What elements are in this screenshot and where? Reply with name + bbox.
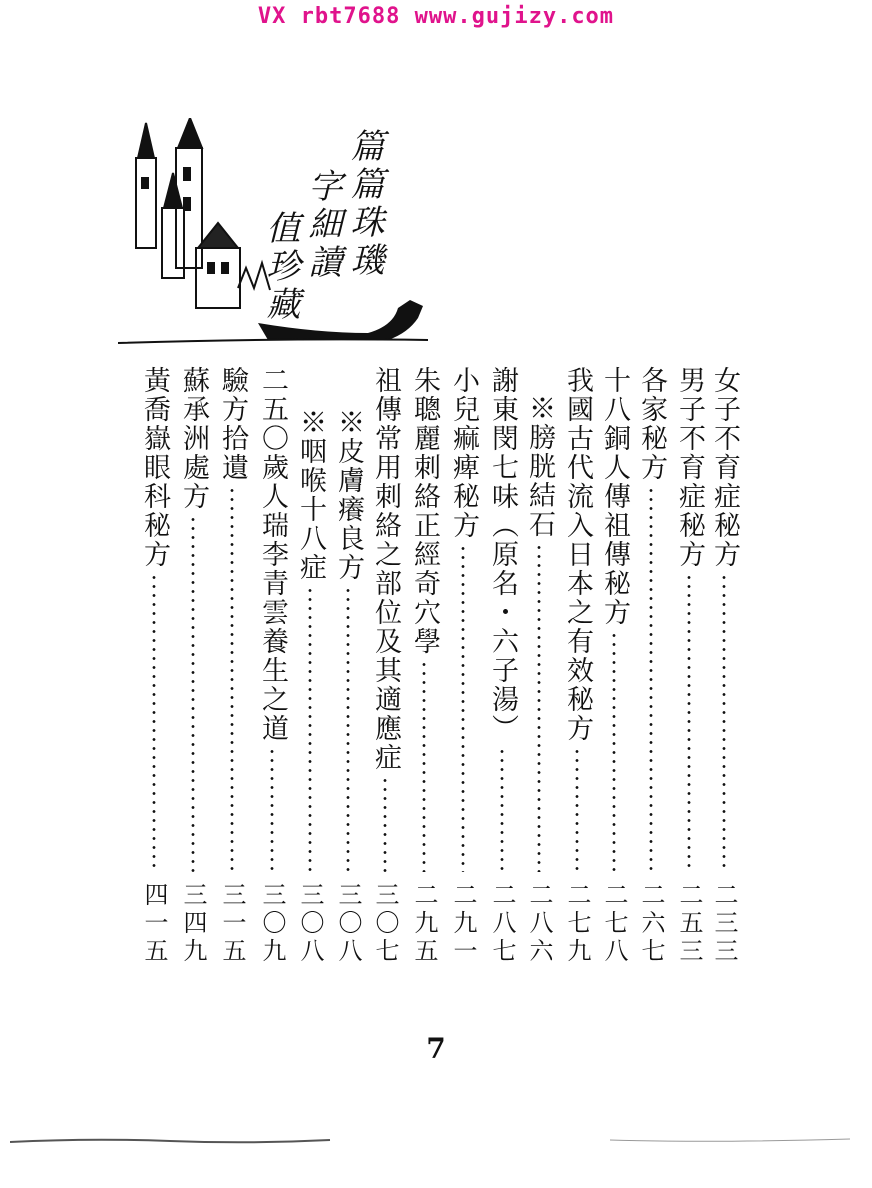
dot-leader [230,486,234,872]
toc-title: 男子不育症秘方 [674,366,705,569]
toc-page: 三〇七 [371,882,399,966]
dot-leader [270,747,274,872]
toc-page: 二七八 [600,882,628,966]
toc-page: 二八七 [488,882,516,966]
toc-title: 蘇承洲處方 [178,366,209,511]
dot-leader [575,747,579,872]
toc-entry[interactable] [672,366,706,966]
toc-entry[interactable] [137,366,171,966]
dot-leader [461,544,465,872]
dot-leader [383,776,387,872]
motto-line-3: 值珍藏 [260,210,300,324]
dot-leader [346,586,350,872]
toc-entry[interactable] [634,366,668,966]
dot-leader [308,586,312,872]
page-number: 7 [426,1032,446,1065]
toc-title: 十八銅人傳祖傳秘方 [599,366,630,627]
toc-title: 謝東閔七味（原名・六子湯） [487,366,518,743]
dot-leader [500,747,504,872]
toc-page: 三一五 [218,882,246,966]
dot-leader [422,660,426,872]
toc-title: 祖傳常用刺絡之部位及其適應症 [370,366,401,772]
toc-page: 二三三 [710,882,738,966]
scan-edge-line [10,1130,850,1150]
toc-page: 二五三 [675,882,703,966]
toc-entry[interactable] [331,366,365,966]
toc-title: 我國古代流入日本之有效秘方 [562,366,593,743]
toc-page: 二九五 [410,882,438,966]
toc-entry[interactable] [255,366,289,966]
dot-leader [687,573,691,872]
toc-entry[interactable] [176,366,210,966]
toc-title: ※膀胱結石 [524,394,555,539]
toc-page: 四一五 [140,882,168,966]
toc-entry[interactable] [485,366,519,966]
toc-title: 各家秘方 [636,366,667,482]
dot-leader [152,573,156,872]
toc-title: 二五〇歲人瑞李青雲養生之道 [257,366,288,743]
toc-entry[interactable] [560,366,594,966]
toc-page: 三〇八 [334,882,362,966]
toc-entry[interactable] [368,366,402,966]
dot-leader [649,486,653,872]
dot-leader [722,573,726,872]
toc-entry[interactable] [215,366,249,966]
toc-page: 二八六 [525,882,553,966]
toc-entry[interactable] [407,366,441,966]
toc-entry[interactable] [707,366,741,966]
toc-entry[interactable] [597,366,631,966]
watermark: VX rbt7688 www.gujizy.com [257,4,615,29]
toc-entry[interactable] [522,366,556,966]
dot-leader [537,543,541,872]
toc-page: 三〇九 [258,882,286,966]
toc-entry[interactable] [446,366,480,966]
motto-line-1: 篇篇珠璣 [344,128,384,280]
toc-title: ※咽喉十八症 [295,408,326,582]
toc-title: 驗方拾遺 [217,366,248,482]
toc-page: 三〇八 [296,882,324,966]
motto-line-2: 字細讀 [302,168,342,282]
toc-title: 朱聰麗刺絡正經奇穴學 [409,366,440,656]
toc-title: ※皮膚癢良方 [333,408,364,582]
dot-leader [191,515,195,872]
toc-title: 小兒痲痺秘方 [448,366,479,540]
toc-page: 三四九 [179,882,207,966]
toc-entry[interactable] [293,366,327,966]
toc-title: 女子不育症秘方 [709,366,740,569]
toc-page: 二六七 [637,882,665,966]
dot-leader [612,631,616,872]
toc-page: 二九一 [449,882,477,966]
toc-title: 黃喬嶽眼科秘方 [139,366,170,569]
toc-page: 二七九 [563,882,591,966]
